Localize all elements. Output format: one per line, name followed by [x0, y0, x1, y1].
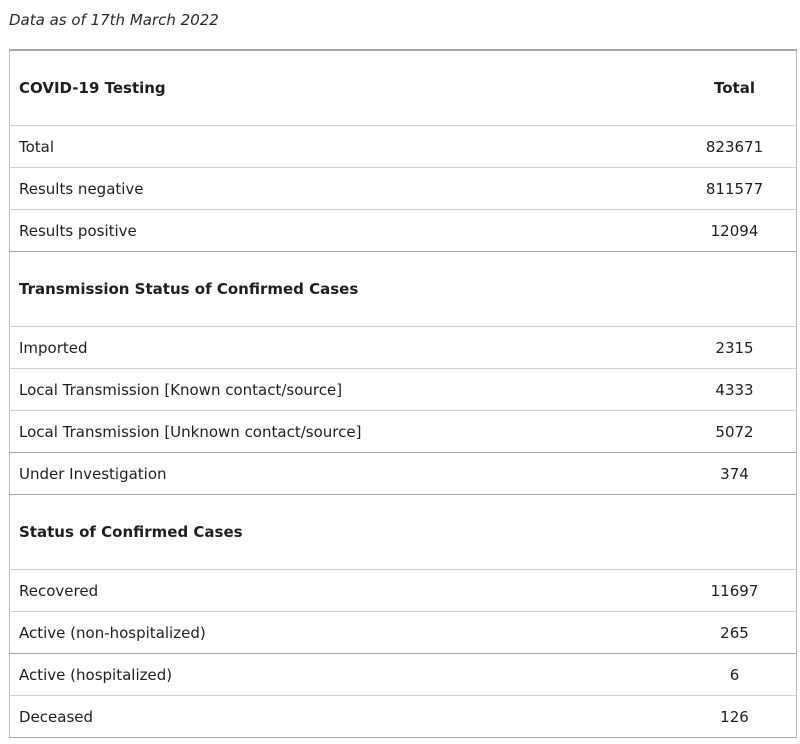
- table-row: [10, 696, 797, 738]
- covid-stats-table: [9, 49, 797, 738]
- row-value: 4333: [673, 369, 797, 411]
- row-value: 6: [673, 654, 797, 696]
- row-label: Results negative: [10, 168, 674, 210]
- section-title-status: Status of Confirmed Cases: [10, 495, 674, 570]
- row-label: Local Transmission [Unknown contact/source]: [10, 411, 674, 453]
- table-row: [10, 654, 797, 696]
- section-title-transmission: Transmission Status of Confirmed Cases: [10, 252, 674, 327]
- table-row: [10, 570, 797, 612]
- row-label: Active (hospitalized): [10, 654, 674, 696]
- table-row: [10, 369, 797, 411]
- table-row: [10, 612, 797, 654]
- row-value: 811577: [673, 168, 797, 210]
- row-label: Imported: [10, 327, 674, 369]
- column-header-total: Total: [673, 50, 797, 126]
- row-label: Local Transmission [Known contact/source]: [10, 369, 674, 411]
- row-label: Active (non-hospitalized): [10, 612, 674, 654]
- table-row: [10, 453, 797, 495]
- section-empty-cell: [673, 252, 797, 327]
- section-row-transmission: [10, 252, 797, 327]
- row-value: 265: [673, 612, 797, 654]
- table-row: [10, 168, 797, 210]
- row-value: 5072: [673, 411, 797, 453]
- section-title-testing: COVID-19 Testing: [10, 50, 674, 126]
- table-row: [10, 327, 797, 369]
- data-date-note: Data as of 17th March 2022: [9, 11, 219, 29]
- row-label: Deceased: [10, 696, 674, 738]
- table-row: [10, 126, 797, 168]
- table-row: [10, 210, 797, 252]
- row-label: Under Investigation: [10, 453, 674, 495]
- section-empty-cell: [673, 495, 797, 570]
- table-row: [10, 411, 797, 453]
- section-row-status: [10, 495, 797, 570]
- row-value: 126: [673, 696, 797, 738]
- row-value: 12094: [673, 210, 797, 252]
- row-value: 374: [673, 453, 797, 495]
- row-value: 11697: [673, 570, 797, 612]
- row-label: Recovered: [10, 570, 674, 612]
- row-value: 823671: [673, 126, 797, 168]
- row-label: Results positive: [10, 210, 674, 252]
- row-value: 2315: [673, 327, 797, 369]
- table-header-row: [10, 50, 797, 126]
- row-label: Total: [10, 126, 674, 168]
